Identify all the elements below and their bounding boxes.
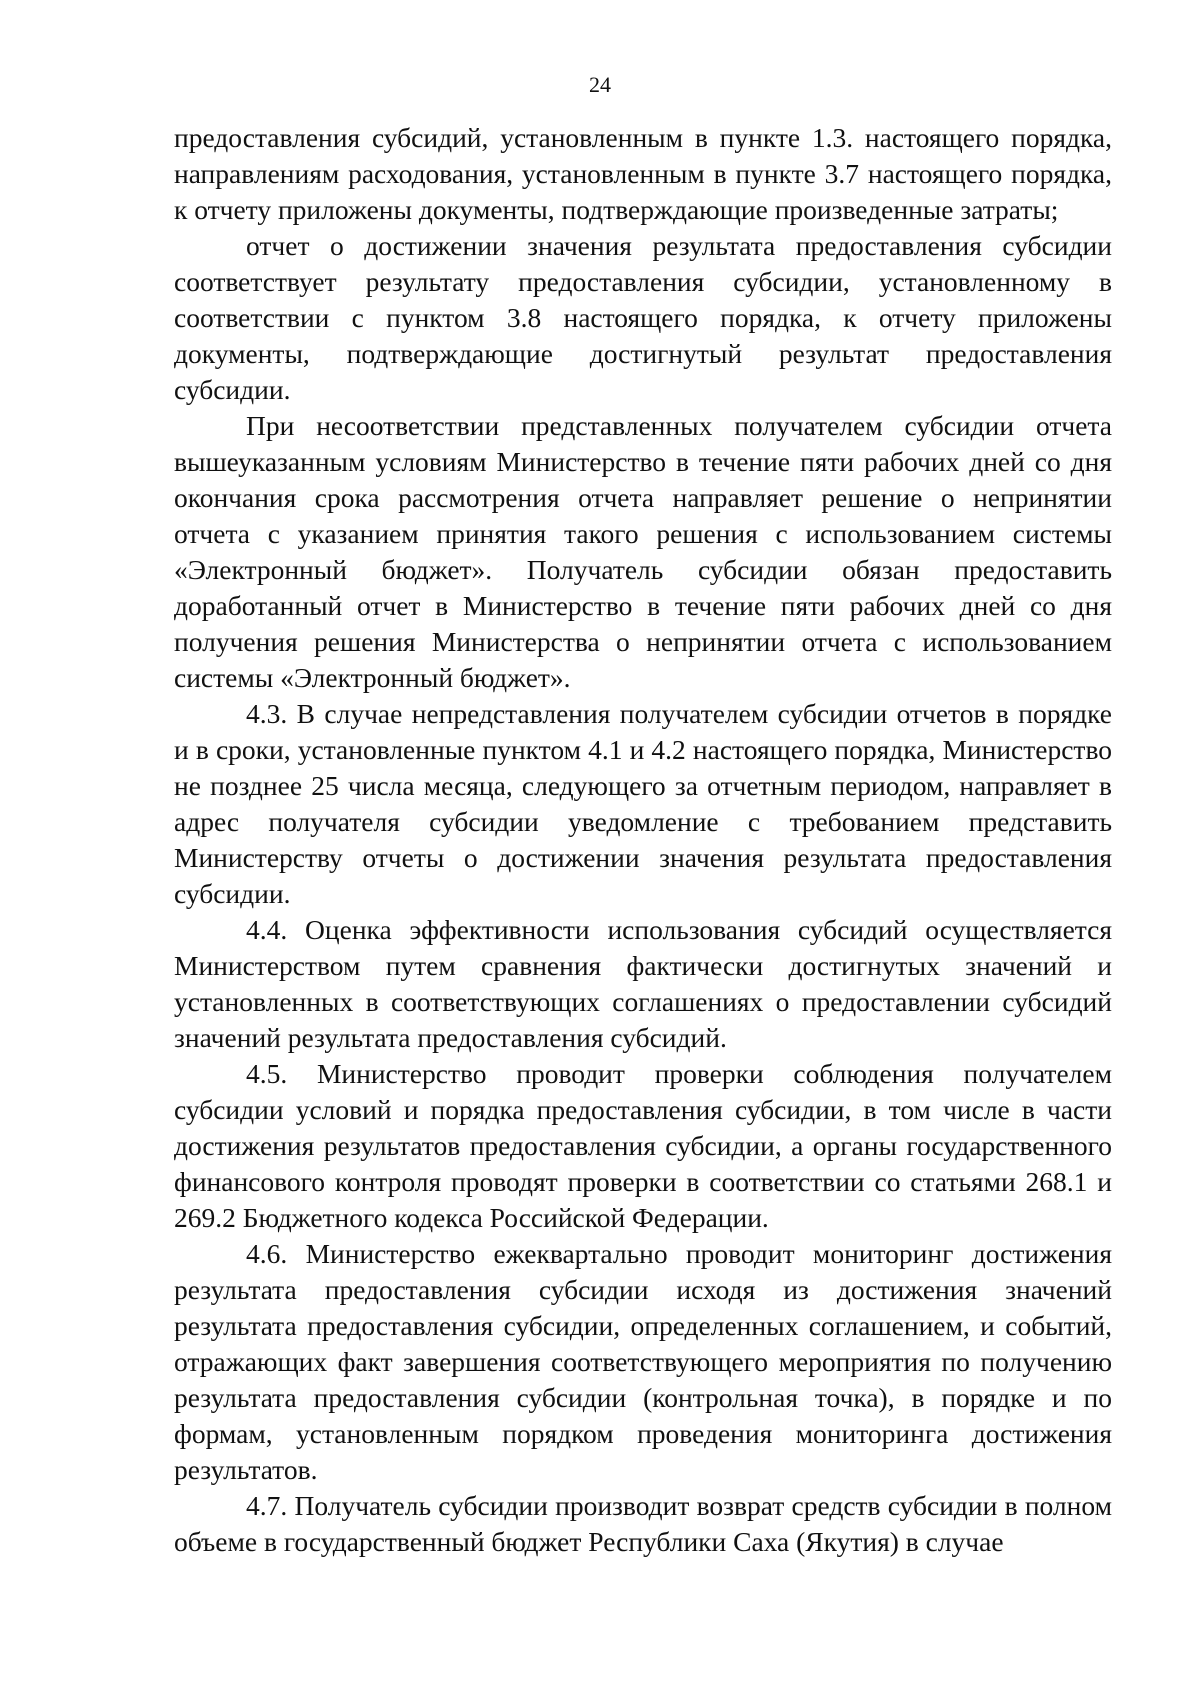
paragraph-4-4: 4.4. Оценка эффективности использования субсидий осуществляется Министерством путем сравнения фактически достигнутых значений и установленных в соответствующих соглашениях о предоставлении субсидий значений результата предоставления субсидий. <box>174 914 1112 1053</box>
paragraph-4-5: 4.5. Министерство проводит проверки соблюдения получателем субсидии условий и порядка предоставления субсидии, в том числе в части достижения результатов предоставления субсидии, а органы государственного финансового контроля проводят проверки в соответствии со статьями 268.1 и 269.2 Бюджетного кодекса Российской Федерации. <box>174 1058 1112 1233</box>
paragraph-4-6: 4.6. Министерство ежеквартально проводит мониторинг достижения результата предоставления субсидии исходя из достижения значений результата предоставления субсидии, определенных соглашением, и событий, отражающих факт завершения соответствующего мероприятия по получению результата предоставления субсидии (контрольная точка), в порядке и по формам, установленным порядком проведения мониторинга достижения результатов. <box>174 1238 1112 1485</box>
paragraph-4-7: 4.7. Получатель субсидии производит возврат средств субсидии в полном объеме в государственный бюджет Республики Саха (Якутия) в случае <box>174 1490 1112 1557</box>
paragraph-report-compliance: отчет о достижении значения результата предоставления субсидии соответствует результату предоставления субсидии, установленному в соответствии с пунктом 3.8 настоящего порядка, к отчету приложены документы, подтверждающие достигнутый результат предоставления субсидии. <box>174 230 1112 405</box>
document-body <box>174 120 1112 1560</box>
page-number: 24 <box>589 72 611 97</box>
paragraph-continuation: предоставления субсидий, установленным в пункте 1.3. настоящего порядка, направлениям расходования, установленным в пункте 3.7 настоящего порядка, к отчету приложены документы, подтверждающие произведенные затраты; <box>174 122 1112 225</box>
paragraph-4-3: 4.3. В случае непредставления получателем субсидии отчетов в порядке и в сроки, установленные пунктом 4.1 и 4.2 настоящего порядка, Министерство не позднее 25 числа месяца, следующего за отчетным периодом, направляет в адрес получателя субсидии уведомление с требованием представить Министерству отчеты о достижении значения результата предоставления субсидии. <box>174 698 1112 909</box>
paragraph-report-rejection: При несоответствии представленных получателем субсидии отчета вышеуказанным условиям Министерство в течение пяти рабочих дней со дня окончания срока рассмотрения отчета направляет решение о непринятии отчета с указанием принятия такого решения с использованием системы «Электронный бюджет». Получатель субсидии обязан предоставить доработанный отчет в Министерство в течение пяти рабочих дней со дня получения решения Министерства о непринятии отчета с использованием системы «Электронный бюджет». <box>174 410 1112 693</box>
